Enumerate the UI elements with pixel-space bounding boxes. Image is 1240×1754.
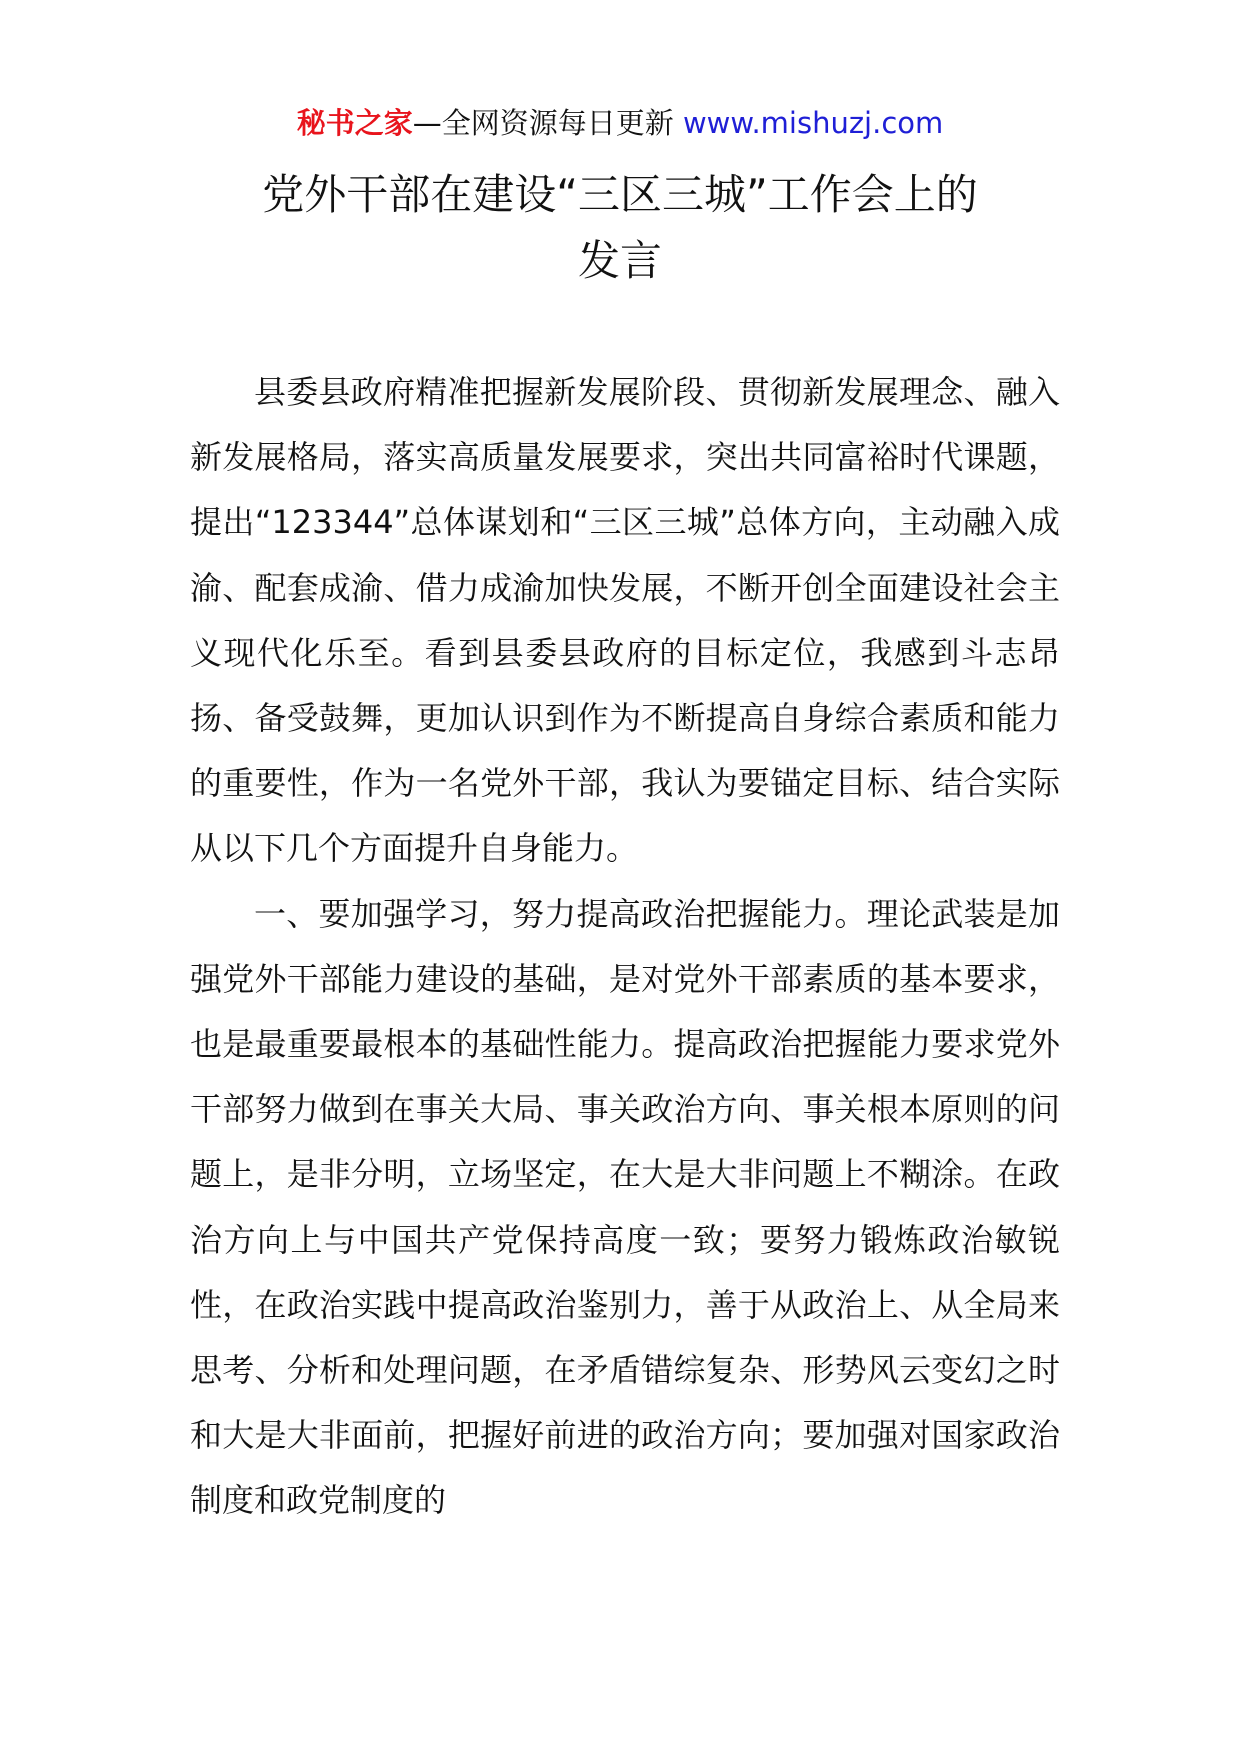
site-header — [0, 103, 1240, 143]
site-tagline: —全网资源每日更新 — [412, 106, 674, 140]
site-brand: 秘书之家 — [296, 106, 413, 140]
document-title-line-1: 党外干部在建设“三区三城”工作会上的 — [262, 170, 978, 219]
document-title — [150, 162, 1090, 294]
body-paragraph: 一、要加强学习，努力提高政治把握能力。理论武装是加强党外干部能力建设的基础，是对党外干部素质的基本要求，也是最重要最根本的基础性能力。提高政治把握能力要求党外干部努力做到在事关大局、事关政治方向、事关根本原则的问题上，是非分明，立场坚定，在大是大非问题上不糊涂。在政治方向上与中国共产党保持高度一致；要努力锻炼政治敏锐性，在政治实践中提高政治鉴别力，善于从政治上、从全局来思考、分析和处理问题，在矛盾错综复杂、形势风云变幻之时和大是大非面前，把握好前进的政治方向；要加强对国家政治制度和政党制度的 — [190, 894, 1060, 1520]
body-paragraph: 县委县政府精准把握新发展阶段、贯彻新发展理念、融入新发展格局，落实高质量发展要求，突出共同富裕时代课题，提出“123344”总体谋划和“三区三城”总体方向，主动融入成渝、配套成渝、借力成渝加快发展，不断开创全面建设社会主义现代化乐至。看到县委县政府的目标定位，我感到斗志昂扬、备受鼓舞，更加认识到作为不断提高自身综合素质和能力的重要性，作为一名党外干部，我认为要锚定目标、结合实际从以下几个方面提升自身能力。 — [190, 373, 1060, 868]
document-title-line-2: 发言 — [577, 236, 662, 285]
document-body — [190, 360, 1060, 1534]
site-url-link[interactable]: www.mishuzj.com — [682, 106, 944, 140]
